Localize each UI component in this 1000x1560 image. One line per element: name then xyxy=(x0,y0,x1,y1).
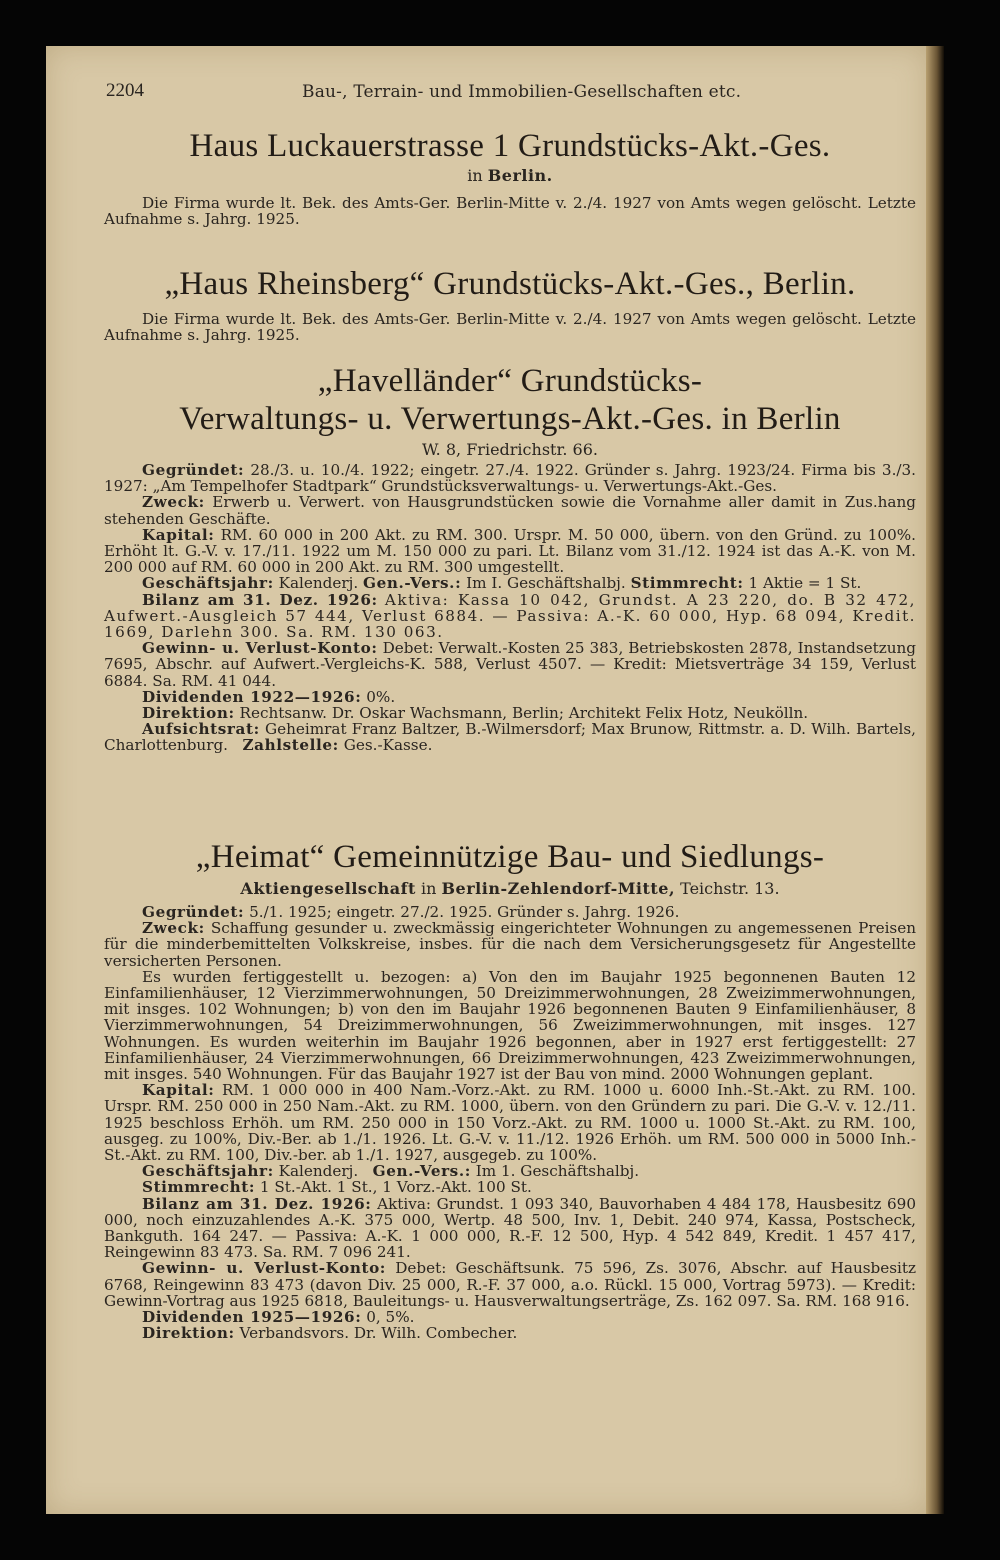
section-gegruendet: Gegründet: 28./3. u. 10./4. 1922; eingetr. 27./4. 1922. Gründer s. Jahrg. 1923/24. Firma bis 3./3. 1927: „Am Tempelhofer Stadtpark“ Grundstücksverwaltungs- u. Verwertungs-Akt.-Ges. xyxy=(104,461,917,496)
section-geschaeftsjahr: Geschäftsjahr: Kalenderj. Gen.-Vers.: Im 1. Geschäftshalbj. xyxy=(142,1162,640,1181)
entry-heimat xyxy=(104,838,916,1341)
section-aufsichtsrat: Aufsichtsrat: Geheimrat Franz Baltzer, B.-Wilmersdorf; Max Brunow, Rittmstr. a. D. Wilh. Bartels, Charlottenburg. Zahlstelle: Ges.-Kasse. xyxy=(104,720,917,755)
entry-title-line2: Verwaltungs- u. Verwertungs-Akt.-Ges. in Berlin xyxy=(179,401,841,437)
entry-title: „Heimat“ Gemeinnützige Bau- und Siedlungs- xyxy=(195,839,825,875)
entry-text: Die Firma wurde lt. Bek. des Amts-Ger. Berlin-Mitte v. 2./4. 1927 von Amts wegen gelöscht. Letzte Aufnahme s. Jahrg. 1925. xyxy=(104,310,916,345)
entry-rheinsberg xyxy=(104,265,916,343)
section-zweck: Zweck: Erwerb u. Verwert. von Hausgrundstücken sowie die Vornahme aller damit in Zus.hang stehenden Geschäfte. xyxy=(104,493,916,528)
entry-location: in Berlin. xyxy=(467,166,553,185)
section-bilanz: Bilanz am 31. Dez. 1926: Aktiva: Kassa 10 042, Grundst. A 23 220, do. B 32 472, Aufwert.-Ausgleich 57 444, Verlust 6884. — Passiva: A.-K. 60 000, Hyp. 68 094, Kredit. 1669, Darlehn 300. Sa. RM. 130 063. xyxy=(104,590,917,642)
section-geschaeftsjahr: Geschäftsjahr: Kalenderj. Gen.-Vers.: Im I. Geschäftshalbj. Stimmrecht: 1 Aktie = 1 St. xyxy=(142,574,862,593)
entry-havellaender xyxy=(104,362,916,754)
section-direktion: Direktion: Verbandsvors. Dr. Wilh. Combecher. xyxy=(142,1324,518,1343)
entry-location-city: Berlin. xyxy=(487,166,553,185)
section-dividenden: Dividenden 1925—1926: 0, 5%. xyxy=(142,1308,415,1327)
entry-address: W. 8, Friedrichstr. 66. xyxy=(422,440,598,459)
entry-title: Haus Luckauerstrasse 1 Grundstücks-Akt.-Ges. xyxy=(189,128,831,164)
section-direktion: Direktion: Rechtsanw. Dr. Oskar Wachsmann, Berlin; Architekt Felix Hotz, Neukölln. xyxy=(142,704,809,723)
page-header xyxy=(106,80,906,106)
entry-title-line1: „Havelländer“ Grundstücks- xyxy=(317,363,703,399)
section-zweck: Zweck: Schaffung gesunder u. zweckmässig eingerichteter Wohnungen zu angemessenen Preisen für die minderbemittelten Volkskreise, insbes. für die nach dem Versicherungsgesetz für Angestellte versicherten Personen. xyxy=(104,919,916,970)
section-bilanz: Bilanz am 31. Dez. 1926: Aktiva: Grundst. 1 093 340, Bauvorhaben 4 484 178, Hausbesitz 690 000, noch einzuzahlendes A.-K. 375 000, Wertp. 48 500, Inv. 1, Debit. 240 974, Kassa, Postscheck, Bankguth. 164 247. — Passiva: A.-K. 1 000 000, R.-F. 12 500, Hyp. 4 542 849, Kredit. 1 457 417, Reingewinn 83 473. Sa. RM. 7 096 241. xyxy=(104,1194,917,1262)
entry-subtitle: Aktiengesellschaft in Berlin-Zehlendorf-Mitte, Teichstr. 13. xyxy=(240,879,780,898)
section-dividenden: Dividenden 1922—1926: 0%. xyxy=(142,687,396,706)
page-number: 2204 xyxy=(106,80,144,101)
section-gegruendet: Gegründet: 5./1. 1925; eingetr. 27./2. 1925. Gründer s. Jahrg. 1926. xyxy=(142,903,680,921)
entry-luckauerstrasse xyxy=(104,127,916,227)
section-bauten: Es wurden fertiggestellt u. bezogen: a) Von den im Baujahr 1925 begonnenen Bauten 12 Einfamilienhäuser, 12 Vierzimmerwohnungen, 50 Dreizimmerwohnungen, 28 Zweizimmerwohnungen, mit insges. 102 Wohnungen; b) von den im Baujahr 1926 begonnenen Bauten 9 Einfamilienhäuser, 8 Vierzimmerwohnungen, 54 Dreizimmerwohnungen, 56 Zweizimmerwohnungen, mit insges. 127 Wohnungen. Es wurden weiterhin im Baujahr 1926 begonnen, aber in 1927 erst fertiggestellt: 27 Einfamilienhäuser, 24 Vierzimmerwohnungen, 66 Dreizimmerwohnungen, 423 Zweizimmerwohnungen, mit insges. 540 Wohnungen. Für das Baujahr 1927 ist der Bau von mind. 2000 Wohnungen geplant. xyxy=(104,967,916,1084)
section-kapital: Kapital: RM. 1 000 000 in 400 Nam.-Vorz.-Akt. zu RM. 1000 u. 6000 Inh.-St.-Akt. zu RM. 100. Urspr. RM. 250 000 in 250 Nam.-Akt. zu RM. 1000, übern. von den Gründern zu pari. Die G.-V. v. 12./11. 1925 beschloss Erhöh. um RM. 250 000 in 150 Vorz.-Akt. zu RM. 1000 u. 1000 St.-Akt. zu RM. 100, ausgeg. zu 100%, Div.-Ber. ab 1./1. 1926. Lt. G.-V. v. 11./12. 1926 Erhöh. um RM. 500 000 in 5000 Inh.-St.-Akt. zu RM. 100, Div.-ber. ab 1./1. 1927, ausgegeb. zu 100%. xyxy=(104,1081,916,1165)
section-gewinn-verlust: Gewinn- u. Verlust-Konto: Debet: Geschäftsunk. 75 596, Zs. 3076, Abschr. auf Hausbesitz 6768, Reingewinn 83 473 (davon Div. 25 000, R.-F. 37 000, a.o. Rückl. 15 000, Vortrag 5973). — Kredit: Gewinn-Vortrag aus 1925 6818, Bauleitungs- u. Hausverwaltungserträge, Zs. 162 097. Sa. RM. 168 916. xyxy=(104,1259,917,1310)
page-edge xyxy=(926,46,944,1514)
section-stimmrecht: Stimmrecht: 1 St.-Akt. 1 St., 1 Vorz.-Akt. 100 St. xyxy=(142,1178,532,1197)
running-title: Bau-, Terrain- und Immobilien-Gesellschaften etc. xyxy=(302,82,742,102)
entry-title: „Haus Rheinsberg“ Grundstücks-Akt.-Ges., Berlin. xyxy=(164,266,856,302)
section-kapital: Kapital: RM. 60 000 in 200 Akt. zu RM. 300. Urspr. M. 50 000, übern. von den Gründ. zu 100%. Erhöht lt. G.-V. v. 17./11. 1922 um M. 150 000 zu pari. Lt. Bilanz vom 31./12. 1924 ist das A.-K. von M. 200 000 auf RM. 60 000 in 200 Akt. zu RM. 300 umgestellt. xyxy=(104,525,917,577)
section-gewinn-verlust: Gewinn- u. Verlust-Konto: Debet: Verwalt.-Kosten 25 383, Betriebskosten 2878, Instandsetzung 7695, Abschr. auf Aufwert.-Vergleichs-K. 588, Verlust 4507. — Kredit: Mietsverträge 34 159, Verlust 6884. Sa. RM. 41 044. xyxy=(104,639,916,690)
entry-text: Die Firma wurde lt. Bek. des Amts-Ger. Berlin-Mitte v. 2./4. 1927 von Amts wegen gelöscht. Letzte Aufnahme s. Jahrg. 1925. xyxy=(104,194,916,229)
